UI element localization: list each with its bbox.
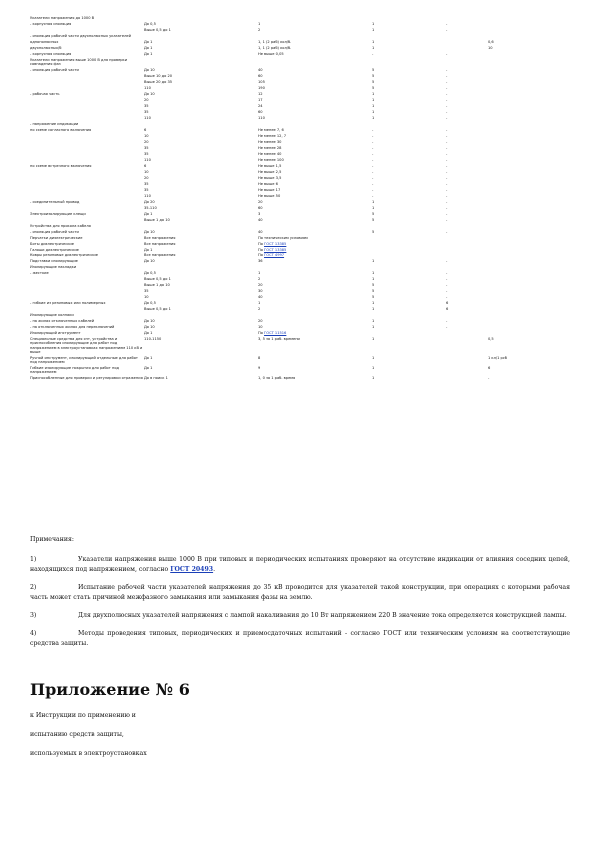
notes-label: Примечания: xyxy=(30,536,74,543)
note-text: Для двухполюсных указателей напряжения с лампой накаливания до 10 Вт напряжением 220 В значение тока определяется конструкцией лампы. xyxy=(78,612,567,619)
table-cell: 6 xyxy=(144,127,147,132)
table-cell: Все напряжения xyxy=(144,253,176,258)
table-cell: - xyxy=(372,157,374,162)
table-cell: 2 xyxy=(258,277,261,282)
table-cell: - xyxy=(446,157,448,162)
table-cell: 1 xyxy=(372,307,375,312)
table-cell: - xyxy=(446,91,448,96)
table-cell: 5 xyxy=(372,211,375,216)
table-cell: - напряжение индикации xyxy=(30,121,79,126)
table-cell xyxy=(488,57,570,67)
table-cell: До 1 xyxy=(144,331,153,336)
table-cell: До 10 xyxy=(144,229,155,234)
table-cell: Ковры резиновые диэлектрические xyxy=(30,253,98,258)
table-cell: 1 xyxy=(258,301,261,306)
table-cell xyxy=(446,57,488,67)
table-cell: - xyxy=(372,187,374,192)
table-cell: - xyxy=(446,21,448,26)
table-cell: 5 xyxy=(372,295,375,300)
standard-link[interactable]: ГОСТ 4997 xyxy=(264,253,285,258)
table-row xyxy=(30,355,570,365)
note-number: 4) xyxy=(30,630,37,637)
table-cell: - xyxy=(372,181,374,186)
table-cell: 110 xyxy=(144,85,151,90)
table-cell: 1, 1 (2 раб) кол/б. xyxy=(258,39,292,44)
note-item xyxy=(30,583,570,603)
table-cell: 30 xyxy=(258,289,263,294)
table-row xyxy=(30,57,570,67)
table-cell: однополюсных xyxy=(30,39,59,44)
table-cell: Перчатки диэлектрические xyxy=(30,235,83,240)
table-cell xyxy=(446,355,488,365)
table-cell: Не выше 1,5 xyxy=(258,163,282,168)
standard-link[interactable]: ГОСТ 13385 xyxy=(264,241,287,246)
table-cell: 110-1150 xyxy=(144,337,162,342)
table-cell: До 1 xyxy=(144,39,153,44)
table-cell: До 10 xyxy=(144,91,155,96)
table-cell: 1 xyxy=(372,277,375,282)
table-cell: - xyxy=(372,169,374,174)
table-cell: 40 xyxy=(258,217,263,222)
table-cell: 35 xyxy=(144,181,149,186)
table-cell: 1 xyxy=(258,271,261,276)
table-cell: - жесткие xyxy=(30,271,49,276)
table-cell: - xyxy=(372,163,374,168)
table-cell: Не выше 3,5 xyxy=(258,175,282,180)
table-cell xyxy=(446,365,488,375)
cell-text: По xyxy=(258,253,265,258)
table-cell: До 0,5 xyxy=(144,301,156,306)
table-cell: Не менее 30 xyxy=(258,139,282,144)
table-cell: Приспособленные для проверки и регулировки отражения xyxy=(30,376,143,381)
table-cell: 2 xyxy=(258,27,261,32)
table-cell: 1 xyxy=(258,21,261,26)
note-item xyxy=(30,611,570,621)
table-cell: - xyxy=(488,376,490,381)
table-cell: 35 xyxy=(144,187,149,192)
table-cell xyxy=(446,336,488,355)
table-cell: 3 xyxy=(258,211,261,216)
table-cell: Указатели напряжения выше 1000 В для проверки совпадения фаз xyxy=(30,57,128,66)
table-cell: Галоши диэлектрические xyxy=(30,247,79,252)
table-cell: До 1 xyxy=(144,355,153,360)
table-cell: - рабочая часть xyxy=(30,91,60,96)
table-cell: Не выше 50 xyxy=(258,193,281,198)
table-cell: 10 xyxy=(258,325,263,330)
table-cell: 0,5 xyxy=(488,337,494,342)
table-cell: 1 xyxy=(372,259,375,264)
table-cell: Не менее 40 xyxy=(258,151,282,156)
table-cell: 2 xyxy=(258,307,261,312)
table-cell: 6 xyxy=(446,301,449,306)
appendix-subtitle-line: испытанию средств защиты, xyxy=(30,731,124,738)
table-cell xyxy=(446,375,488,381)
table-cell: 5 xyxy=(372,67,375,72)
table-cell: - xyxy=(372,127,374,132)
table-cell: - xyxy=(446,73,448,78)
table-cell: Устройства для прокола кабеля xyxy=(30,223,91,228)
table-cell: 40 xyxy=(258,295,263,300)
table-row xyxy=(30,375,570,381)
table-cell: - xyxy=(446,217,448,222)
table-cell: Изолирующий инструмент xyxy=(30,331,81,336)
table-cell: - xyxy=(372,139,374,144)
table-cell: 105 xyxy=(258,79,265,84)
table-cell: 20 xyxy=(144,175,149,180)
table-cell: До 1 xyxy=(144,211,153,216)
appendix-subtitle-line: к Инструкции по применению и xyxy=(30,712,136,719)
table-cell: 190 xyxy=(258,85,265,90)
table-cell: Выше 0,5 до 1 xyxy=(144,27,171,32)
note-number: 3) xyxy=(30,612,37,619)
table-cell: 35 xyxy=(144,151,149,156)
table-cell: 35 xyxy=(144,289,149,294)
note-number: 1) xyxy=(30,556,37,563)
table-cell: 1 xyxy=(372,97,375,102)
table-row xyxy=(30,336,570,355)
table-cell: 1 xyxy=(372,21,375,26)
table-cell: 40 xyxy=(258,67,263,72)
table-row xyxy=(30,365,570,375)
table-cell: Подставки изолирующие xyxy=(30,259,78,264)
appendix-subtitle-line: используемых в электроустановках xyxy=(30,750,147,757)
table-cell: 1 xyxy=(372,271,375,276)
table-cell: До 0,5 xyxy=(144,21,156,26)
table-cell: До 1 xyxy=(144,366,153,371)
table-cell: - гибкие из резиновых или полимерных xyxy=(30,301,106,306)
table-cell: - xyxy=(446,211,448,216)
table-cell: - xyxy=(446,103,448,108)
table-cell: 1 xyxy=(372,109,375,114)
note-item xyxy=(30,555,570,575)
table-cell: - изоляция рабочей части xyxy=(30,67,79,72)
table-cell: По техническим условиям xyxy=(258,235,308,240)
table-cell: 1 xyxy=(372,301,375,306)
table-cell: 1 xyxy=(372,27,375,32)
table-cell: 5 xyxy=(372,79,375,84)
table-cell: Выше 10 до 20 xyxy=(144,73,173,78)
table-cell: Не менее 28 xyxy=(258,145,282,150)
table-cell: До 10 xyxy=(144,67,155,72)
table-cell: Выше 20 до 35 xyxy=(144,79,173,84)
cell-text: По xyxy=(258,241,265,246)
table-cell: - корпусная изоляция xyxy=(30,21,72,26)
standard-link[interactable]: ГОСТ 13385 xyxy=(264,247,287,252)
table-cell: До 20 xyxy=(144,199,155,204)
table-cell: - xyxy=(372,175,374,180)
table-cell: 35 xyxy=(144,109,149,114)
table-cell: 20 xyxy=(258,319,263,324)
table-cell: по схеме согласного включения xyxy=(30,127,92,132)
table-cell: 1 xyxy=(372,91,375,96)
table-cell: До 10 xyxy=(144,259,155,264)
table-cell: - xyxy=(446,259,448,264)
table-cell: - xyxy=(446,199,448,204)
table-cell: 35 xyxy=(144,145,149,150)
table-cell: - xyxy=(446,193,448,198)
table-cell: 1 xyxy=(372,199,375,204)
table-cell: 8 xyxy=(258,355,261,360)
table-cell: - xyxy=(446,181,448,186)
table-cell: 1 xyxy=(372,103,375,108)
table-cell: 5 xyxy=(372,289,375,294)
table-cell: Все напряжения xyxy=(144,235,176,240)
table-cell: 20 xyxy=(258,283,263,288)
table-cell: До 1 xyxy=(144,247,153,252)
table-cell: - xyxy=(446,229,448,234)
table-cell: - xyxy=(446,97,448,102)
table-cell: 1 xyxy=(372,366,375,371)
table-cell: 35 xyxy=(144,103,149,108)
table-cell: 35-110 xyxy=(144,205,157,210)
note-text: Методы проведения типовых, периодических и приемосдаточных испытаний - согласно ГОСТ или техническим условиям на соответствующие средства защиты. xyxy=(30,630,570,647)
table-cell: До в поиск 1 xyxy=(144,376,168,381)
table-cell: - xyxy=(446,127,448,132)
table-cell: - xyxy=(446,109,448,114)
table-cell: - xyxy=(446,133,448,138)
table-cell: - xyxy=(446,271,448,276)
table-cell: 10 xyxy=(144,133,149,138)
table-cell: - xyxy=(446,115,448,120)
table-cell: 20 xyxy=(258,199,263,204)
table-cell: по схеме встречного включения xyxy=(30,163,92,168)
table-cell: Изолирующие колпаки xyxy=(30,313,74,318)
note-text: Указатели напряжения выше 1000 В при типовых и периодических испытаниях проверяют на отсутствие индикации от влияния соседних цепей, находящихся под напряжением, согласно xyxy=(30,556,570,573)
table-cell: Выше 0,5 до 1 xyxy=(144,277,171,282)
table-cell: 1, 0 за 1 раб. время xyxy=(258,376,296,381)
table-cell: Гибкие изолирующие покрытия для работ под напряжением xyxy=(30,366,120,375)
table-cell: - xyxy=(446,277,448,282)
table-cell: Ручной инструмент, изолирующий отдельные для работ под напряжением xyxy=(30,355,138,365)
table-cell: 20 xyxy=(144,139,149,144)
table-cell: - корпусная изоляция xyxy=(30,51,72,56)
table-cell: - изоляция рабочей части двухполюсных указателей xyxy=(30,33,131,38)
table-cell: - xyxy=(446,169,448,174)
table-cell: 60 xyxy=(258,109,263,114)
table-cell: 1, 1 (2 раб) кол/б. xyxy=(258,45,292,50)
note-number: 2) xyxy=(30,584,37,591)
standard-link[interactable]: ГОСТ 11516 xyxy=(264,331,287,336)
table-cell: Не выше 2,5 xyxy=(258,169,282,174)
table-cell: - xyxy=(372,151,374,156)
note-text: . xyxy=(213,566,216,573)
table-cell: 9 xyxy=(258,366,261,371)
table-cell: - xyxy=(372,193,374,198)
table-cell: 10 xyxy=(144,295,149,300)
table-cell: - xyxy=(446,289,448,294)
table-cell: - xyxy=(372,145,374,150)
table-cell: - xyxy=(446,187,448,192)
table-cell: - xyxy=(446,295,448,300)
note-text: Испытание рабочей части указателей напряжения до 35 кВ проводится для указателей такой конструкции, при операциях с которыми рабочая часть может стать причиной межфазного замыкания или замыкания фазы на землю. xyxy=(30,584,570,601)
table-cell: - на отключенных жилах для переключений xyxy=(30,325,115,330)
table-cell: - xyxy=(372,133,374,138)
table-cell: Не выше 6 xyxy=(258,181,278,186)
table-cell: - xyxy=(446,205,448,210)
table-cell: Не менее 100 xyxy=(258,157,284,162)
table-cell: - xyxy=(446,151,448,156)
table-body xyxy=(30,15,570,381)
table-cell: 0,6 xyxy=(488,39,494,44)
table-cell: До 1 xyxy=(144,51,153,56)
table-cell: 5 xyxy=(372,229,375,234)
table-cell: Не выше 0,05 xyxy=(258,51,284,56)
table-cell: Специальные средства для снт, устройства и приспособления изолирующие для работ под напряжением в электроустановках напряжением 110 кВ и выше xyxy=(30,337,143,354)
table-cell: - xyxy=(446,145,448,150)
table-cell: 1 кл/1 рсб xyxy=(488,355,508,360)
table-cell xyxy=(144,57,258,67)
table-cell: 110 xyxy=(144,193,151,198)
cell-text: По xyxy=(258,247,265,252)
table-cell: 12 xyxy=(258,91,263,96)
table-cell: 36 xyxy=(258,259,263,264)
table-cell: - xyxy=(446,67,448,72)
table-cell: Не выше 17 xyxy=(258,187,281,192)
standard-link[interactable]: ГОСТ 20493 xyxy=(170,566,214,573)
table-cell: - xyxy=(446,175,448,180)
table-cell: 5 xyxy=(372,73,375,78)
table-cell: 24 xyxy=(258,103,263,108)
table-cell: Выше 1 до 10 xyxy=(144,283,170,288)
table-cell: Указатели напряжения до 1000 В xyxy=(30,15,95,20)
table-cell: - xyxy=(446,283,448,288)
table-cell: Не менее 12, 7 xyxy=(258,133,287,138)
table-cell: Электроизолирующие клещи xyxy=(30,211,86,216)
table-cell: - xyxy=(446,27,448,32)
table-cell: двухполюсных/б xyxy=(30,45,62,50)
table-cell: 60 xyxy=(258,205,263,210)
table-cell: Выше 0,5 до 1 xyxy=(144,307,171,312)
table-cell: 20 xyxy=(144,97,149,102)
table-cell: - xyxy=(446,325,448,330)
cell-text: По xyxy=(258,331,265,336)
table-cell xyxy=(258,57,372,67)
table-cell: - xyxy=(446,79,448,84)
table-cell: - соединительный провод xyxy=(30,199,80,204)
table-cell: 17 xyxy=(258,97,263,102)
notes-list xyxy=(30,555,570,649)
table-cell: - xyxy=(446,85,448,90)
table-cell: 1 xyxy=(372,376,375,381)
table-cell: 110 xyxy=(258,115,265,120)
table-cell: 3, 5 за 1 раб. времени xyxy=(258,337,300,342)
table-cell: 6 xyxy=(144,163,147,168)
table-cell: 1 xyxy=(372,45,375,50)
test-requirements-table xyxy=(30,15,570,381)
table-cell: 1 xyxy=(372,39,375,44)
table-cell: 1 xyxy=(372,325,375,330)
notes-section xyxy=(30,535,570,657)
table-cell: 1 xyxy=(372,319,375,324)
table-cell: - xyxy=(446,319,448,324)
table-cell: 6 xyxy=(488,366,491,371)
table-cell: До 10 xyxy=(144,319,155,324)
table-cell: 1 xyxy=(372,337,375,342)
table-cell: 40 xyxy=(258,229,263,234)
table-cell: - на жилах отключенных кабелей xyxy=(30,319,95,324)
table-cell: 6 xyxy=(446,307,449,312)
table-cell: 5 xyxy=(372,85,375,90)
table-cell: - xyxy=(446,51,448,56)
table-cell: 10 xyxy=(488,45,493,50)
table-cell: Боты диэлектрические xyxy=(30,241,74,246)
table-cell: 110 xyxy=(144,115,151,120)
table-cell: - изоляция рабочей части xyxy=(30,229,79,234)
table-cell: 5 xyxy=(372,217,375,222)
table-cell: До 1 xyxy=(144,45,153,50)
table-cell: - xyxy=(446,139,448,144)
table-cell: 1 xyxy=(372,355,375,360)
table-cell: 1 xyxy=(372,205,375,210)
table-cell: 1 xyxy=(372,115,375,120)
table-cell: Выше 1 до 10 xyxy=(144,217,170,222)
table-cell: До 0,5 xyxy=(144,271,156,276)
table-cell: 10 xyxy=(144,169,149,174)
note-item xyxy=(30,629,570,649)
table-cell: - xyxy=(446,163,448,168)
table-cell: До 10 xyxy=(144,325,155,330)
table-cell: 5 xyxy=(372,283,375,288)
table-cell: Не менее 7, 6 xyxy=(258,127,284,132)
table-cell: Все напряжения xyxy=(144,241,176,246)
appendix-title: Приложение № 6 xyxy=(30,680,190,699)
table-cell: - xyxy=(372,51,374,56)
table-cell: Изолирующие накладки xyxy=(30,265,77,270)
table-cell: 60 xyxy=(258,73,263,78)
table-cell: 110 xyxy=(144,157,151,162)
table-cell xyxy=(372,57,446,67)
